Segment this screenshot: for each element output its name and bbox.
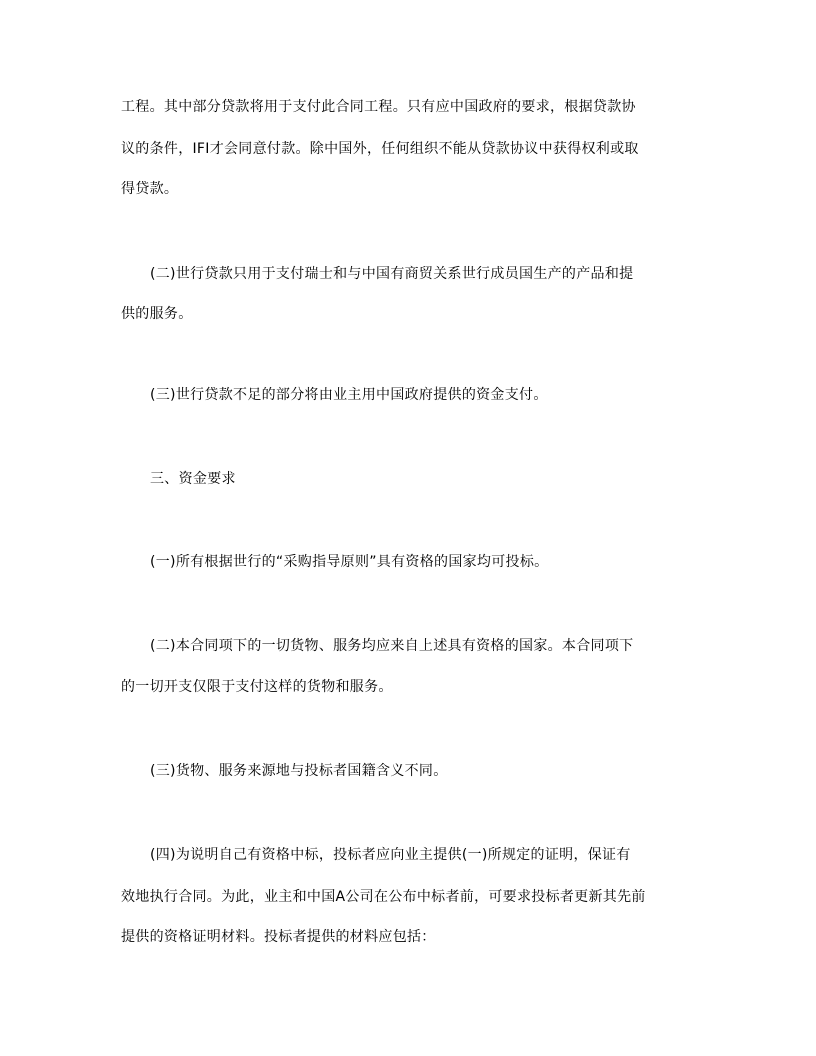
paragraph-3-line-1: (三)世行贷款不足的部分将由业主用中国政府提供的资金支付。 xyxy=(150,387,548,403)
paragraph-1-line-3: 得贷款。 xyxy=(121,181,179,197)
paragraph-1-line-2: 议的条件，IFI才会同意付款。除中国外，任何组织不能从贷款协议中获得权利或取 xyxy=(121,141,639,157)
paragraph-8-line-1: (四)为说明自己有资格中标，投标者应向业主提供(一)所规定的证明，保证有 xyxy=(150,847,631,863)
paragraph-1-line-1: 工程。其中部分贷款将用于支付此合同工程。只有应中国政府的要求，根据贷款协 xyxy=(121,99,636,115)
section-heading-funding-requirements: 三、资金要求 xyxy=(150,471,236,487)
paragraph-2-line-2: 供的服务。 xyxy=(121,306,193,322)
paragraph-8-line-2: 效地执行合同。为此，业主和中国A公司在公布中标者前，可要求投标者更新其先前 xyxy=(121,889,646,905)
paragraph-6-line-2: 的一切开支仅限于支付这样的货物和服务。 xyxy=(121,679,393,695)
paragraph-7-line-1: (三)货物、服务来源地与投标者国籍含义不同。 xyxy=(150,763,448,779)
paragraph-8-line-3: 提供的资格证明材料。投标者提供的材料应包括： xyxy=(121,929,436,945)
paragraph-6-line-1: (二)本合同项下的一切货物、服务均应来自上述具有资格的国家。本合同项下 xyxy=(150,638,634,654)
paragraph-5-line-1: (一)所有根据世行的“采购指导原则”具有资格的国家均可投标。 xyxy=(150,554,549,570)
paragraph-2-line-1: (二)世行贷款只用于支付瑞士和与中国有商贸关系世行成员国生产的产品和提 xyxy=(150,266,634,282)
